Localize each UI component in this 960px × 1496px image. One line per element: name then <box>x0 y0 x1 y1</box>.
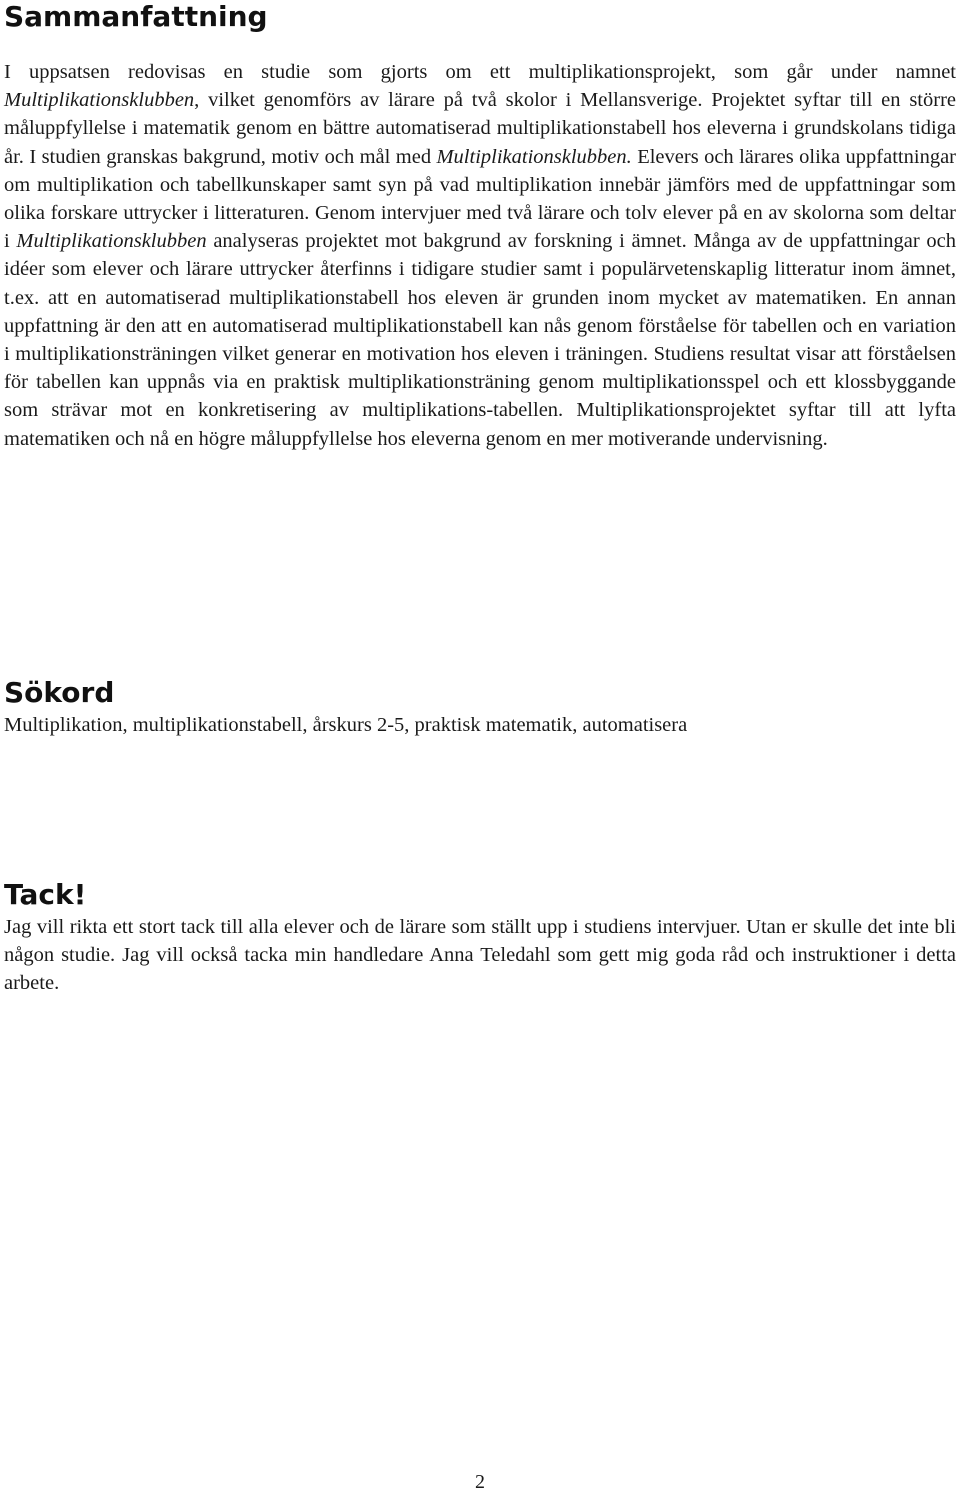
thanks-paragraph: Jag vill rikta ett stort tack till alla elever och de lärare som ställt upp i studiens intervjuer. Utan er skulle det inte bli någon studie. Jag vill också tacka min handledare Anna Teledahl som gett mig goda råd och instruktioner i detta arbete. <box>4 916 956 995</box>
page-number: 2 <box>475 1471 485 1493</box>
summary-paragraph <box>4 58 956 453</box>
summary-heading: Sammanfattning <box>4 0 268 33</box>
summary-text-1: I uppsatsen redovisas en studie som gjorts om ett multiplikationsprojekt, som går under namnet <box>4 61 956 83</box>
summary-text-3: Elevers och lärares olika uppfattningar om multiplikation och tabellkunskaper samt syn på vad multiplikation innebär jämförs med de uppfattningar som olika forskare uttrycker i litteraturen. Genom intervjuer med två lärare och tolv elever på en av skolorna som deltar i <box>4 145 956 253</box>
summary-project-name-3: Multiplikationsklubben <box>16 230 207 253</box>
summary-project-name-1: Multiplikationsklubben <box>4 89 195 112</box>
summary-text-2: , vilket genomförs av lärare på två skolor i Mellansverige. Projektet syftar till en större måluppfyllelse i matematik genom en bättre automatiserad multiplikationstabell hos eleverna i grundskolans tidiga år. I studien granskas bakgrund, motiv och mål med <box>4 89 956 168</box>
summary-project-name-2: Multiplikationsklubben. <box>436 145 632 168</box>
keywords-heading: Sökord <box>4 676 115 709</box>
summary-text-4: analyseras projektet mot bakgrund av forskning i ämnet. Många av de uppfattningar och idéer som elever och lärare uttrycker återfinns i tidigare studier samt i populärvetenskaplig litteratur inom ämnet, t.ex. att en automatiserad multiplikationstabell hos eleven är grunden inom mycket av matematiken. En annan uppfattning är den att en automatiserad multiplikationstabell kan nås genom förståelse för tabellen och en variation i multiplikationsträningen vilket generar en motivation hos eleven i träningen. Studiens resultat visar att förståelsen för tabellen kan uppnås via en praktisk multiplikationsträning genom multiplikationsspel och ett klossbyggande som strävar mot en konkretisering av multiplikations-tabellen. Multiplikationsprojektet syftar till att lyfta matematiken och nå en högre måluppfyllelse hos eleverna genom en mer motiverande undervisning. <box>4 230 956 450</box>
thanks-heading: Tack! <box>4 878 87 911</box>
keywords-text: Multiplikation, multiplikationstabell, årskurs 2-5, praktisk matematik, automatisera <box>4 714 688 736</box>
